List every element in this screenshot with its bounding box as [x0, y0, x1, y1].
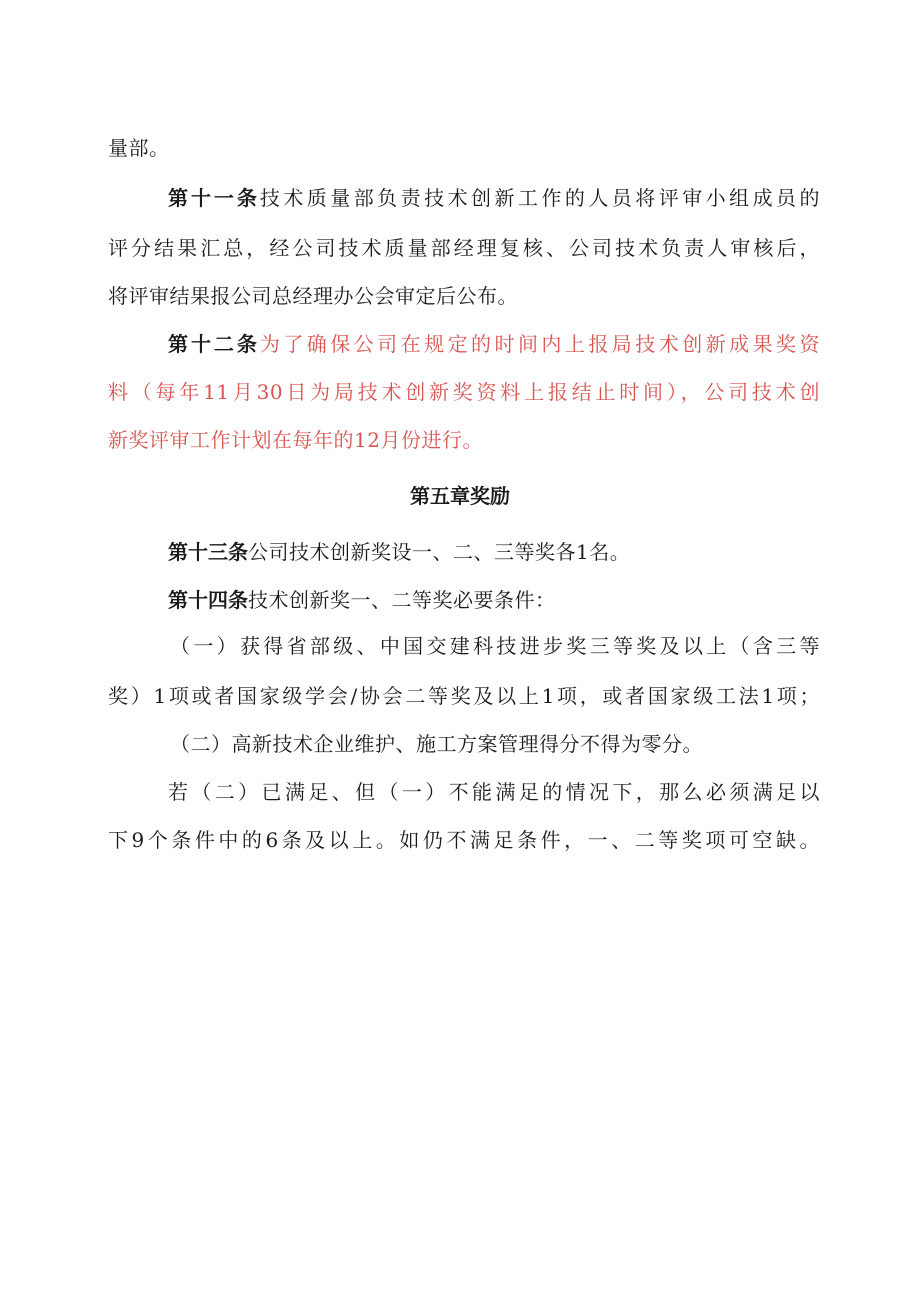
text-line: （二）高新技术企业维护、施工方案管理得分不得为零分。	[170, 732, 703, 756]
article-label: 第十四条	[168, 588, 248, 612]
article-12-line-3	[108, 420, 820, 460]
article-12-line-1	[168, 324, 820, 364]
article-11-line-2	[108, 228, 820, 268]
highlighted-text: 为了确保公司在规定的时间内上报局技术创新成果奖资	[259, 332, 821, 356]
article-12-line-2	[108, 372, 820, 412]
final-paragraph-line-2	[108, 820, 820, 860]
article-label: 第十一条	[168, 186, 260, 210]
chapter-heading: 第五章奖励	[410, 484, 510, 508]
article-14-line-1	[168, 580, 820, 620]
highlighted-text: 新奖评审工作计划在每年的12月份进行。	[108, 428, 483, 452]
text-line: 若（二）已满足、但（一）不能满足的情况下，那么必须满足以	[168, 780, 820, 804]
paragraph-continuation	[108, 128, 820, 168]
text-line: 技术创新奖一、二等奖必要条件：	[248, 588, 556, 612]
text-line: 奖）1项或者国家级学会/协会二等奖及以上1项，或者国家级工法1项；	[108, 684, 820, 708]
article-11-line-1	[168, 178, 820, 218]
article-13-line-1	[168, 532, 820, 572]
item-1-line-1	[170, 626, 820, 666]
highlighted-text: 料（每年11月30日为局技术创新奖资料上报结止时间），公司技术创	[108, 380, 820, 404]
text-line: （一）获得省部级、中国交建科技进步奖三等奖及以上（含三等	[170, 634, 820, 658]
text-line: 将评审结果报公司总经理办公会审定后公布。	[108, 284, 518, 308]
item-1-line-2	[108, 676, 820, 716]
text-line: 技术质量部负责技术创新工作的人员将评审小组成员的	[259, 186, 821, 210]
text-line: 评分结果汇总，经公司技术质量部经理复核、公司技术负责人审核后，	[108, 236, 820, 260]
item-2-line-1	[170, 724, 820, 764]
text-line: 下9个条件中的6条及以上。如仍不满足条件，一、二等奖项可空缺。	[108, 828, 820, 852]
final-paragraph-line-1	[168, 772, 820, 812]
article-11-line-3	[108, 276, 820, 316]
article-label: 第十三条	[168, 540, 248, 564]
article-label: 第十二条	[168, 332, 260, 356]
text-line: 公司技术创新奖设一、二、三等奖各1名。	[248, 540, 631, 564]
text-line: 量部。	[108, 136, 170, 160]
